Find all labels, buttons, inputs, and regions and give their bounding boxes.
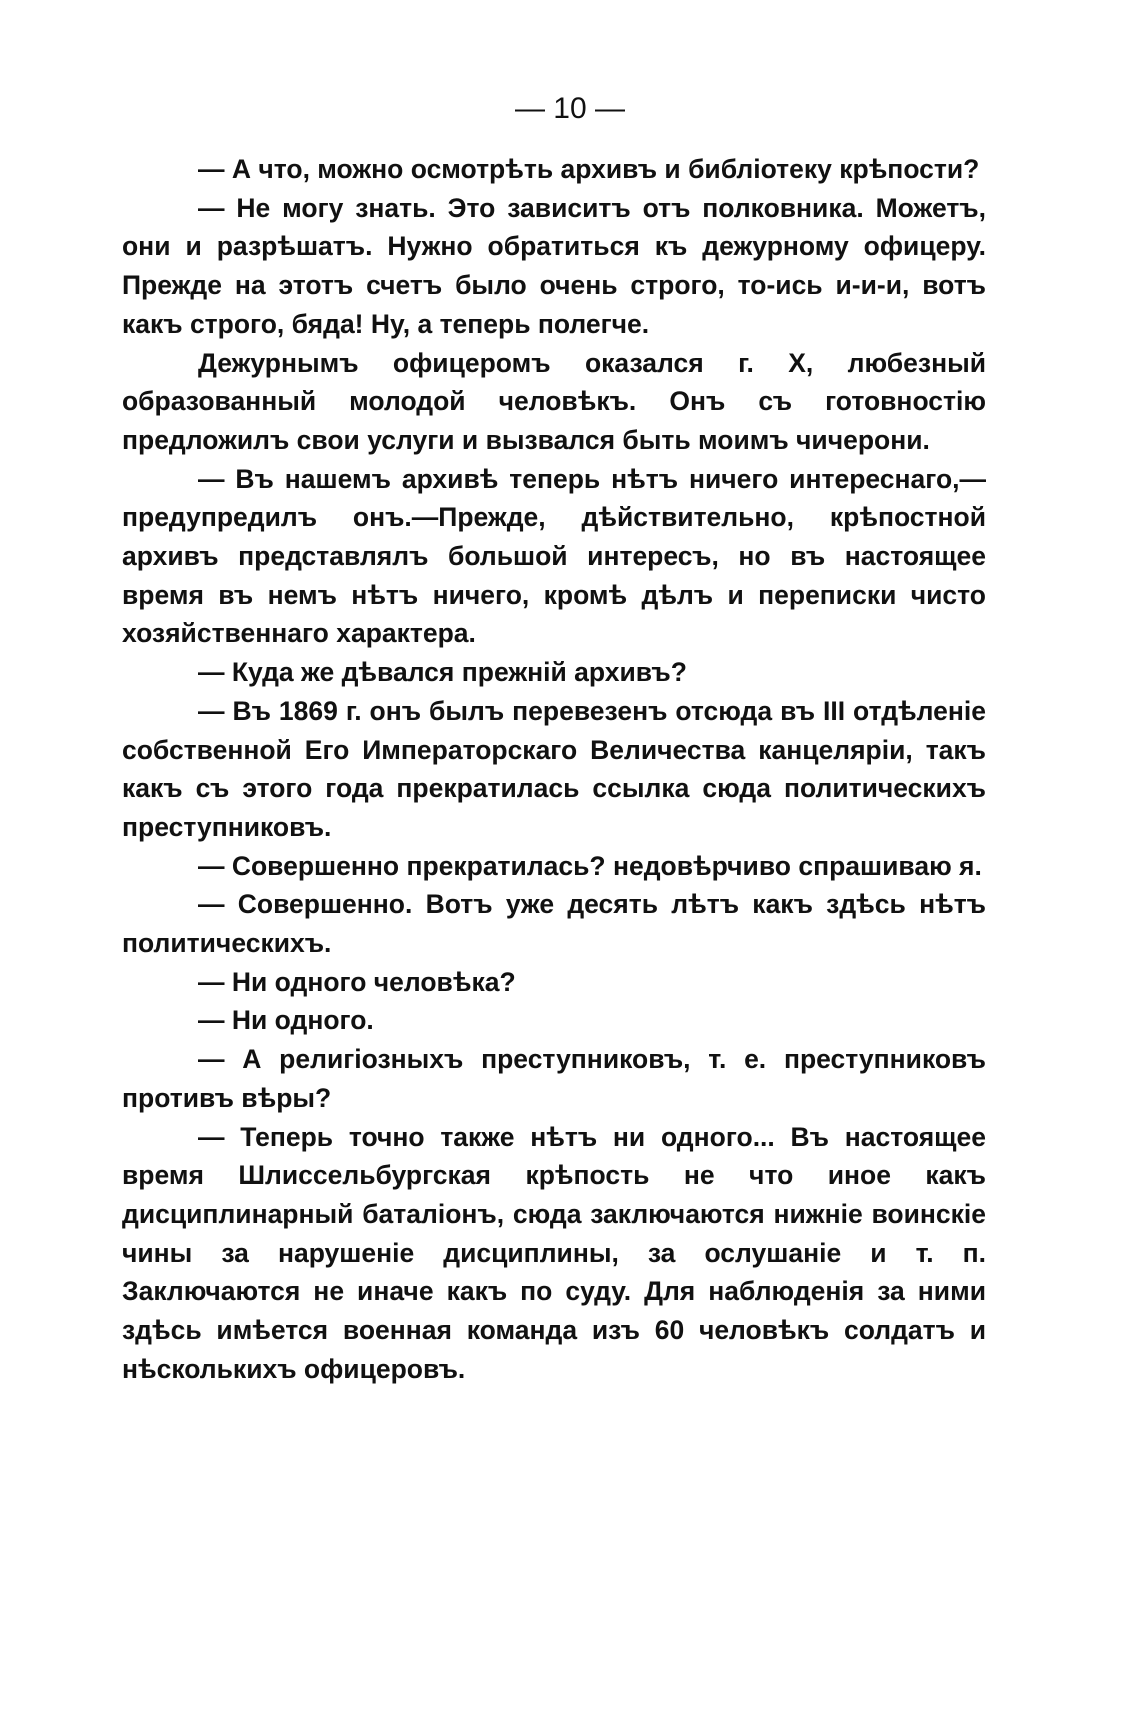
paragraph-3: Дежурнымъ офицеромъ оказался г. X, любезный образованный молодой человѣкъ. Онъ съ готовностію предложилъ свои услуги и вызвался быть моимъ чичерони.: [122, 347, 986, 455]
paragraph-1: — А что, можно осмотрѣть архивъ и библіотеку крѣпости?: [198, 154, 980, 184]
paragraph-2: — Не могу знать. Это зависитъ отъ полковника. Можетъ, они и разрѣшатъ. Нужно обратиться къ дежурному офицеру. Прежде на этотъ счетъ было очень строго, то-ись и-и-и, вотъ какъ строго, бяда! Ну, а теперь полегче.: [122, 192, 986, 339]
page-body-text: [122, 150, 986, 1389]
page-number: — 10 —: [514, 92, 626, 125]
paragraph-12: — Теперь точно также нѣтъ ни одного... Въ настоящее время Шлиссельбургская крѣпость не что иное какъ дисциплинарный баталіонъ, сюда заключаются нижніе воинскіе чины за нарушеніе дисциплины, за ослушаніе и т. п. Заключаются не иначе какъ по суду. Для наблюденія за ними здѣсь имѣется военная команда изъ 60 человѣкъ солдатъ и нѣсколькихъ офицеровъ.: [122, 1121, 986, 1384]
paragraph-11: — А религіозныхъ преступниковъ, т. е. преступниковъ противъ вѣры?: [122, 1044, 986, 1113]
paragraph-10: — Ни одного.: [198, 1005, 374, 1036]
paragraph-6: — Въ 1869 г. онъ былъ перевезенъ отсюда въ III отдѣленіе собственной Его Императорскаго Величества канцеляріи, такъ какъ съ этого года прекратилась ссылка сюда политическихъ преступниковъ.: [122, 695, 986, 842]
paragraph-4: — Въ нашемъ архивѣ теперь нѣтъ ничего интереснаго,—предупредилъ онъ.—Прежде, дѣйствительно, крѣпостной архивъ представлялъ большой интересъ, но въ настоящее время въ немъ нѣтъ ничего, кромѣ дѣлъ и переписки чисто хозяйственнаго характера.: [122, 463, 986, 649]
paragraph-9: — Ни одного человѣка?: [198, 966, 516, 997]
paragraph-7: — Совершенно прекратилась? недовѣрчиво спрашиваю я.: [198, 850, 982, 881]
paragraph-8: — Совершенно. Вотъ уже десять лѣтъ какъ здѣсь нѣтъ политическихъ.: [122, 889, 986, 959]
paragraph-5: — Куда же дѣвался прежній архивъ?: [198, 657, 687, 688]
